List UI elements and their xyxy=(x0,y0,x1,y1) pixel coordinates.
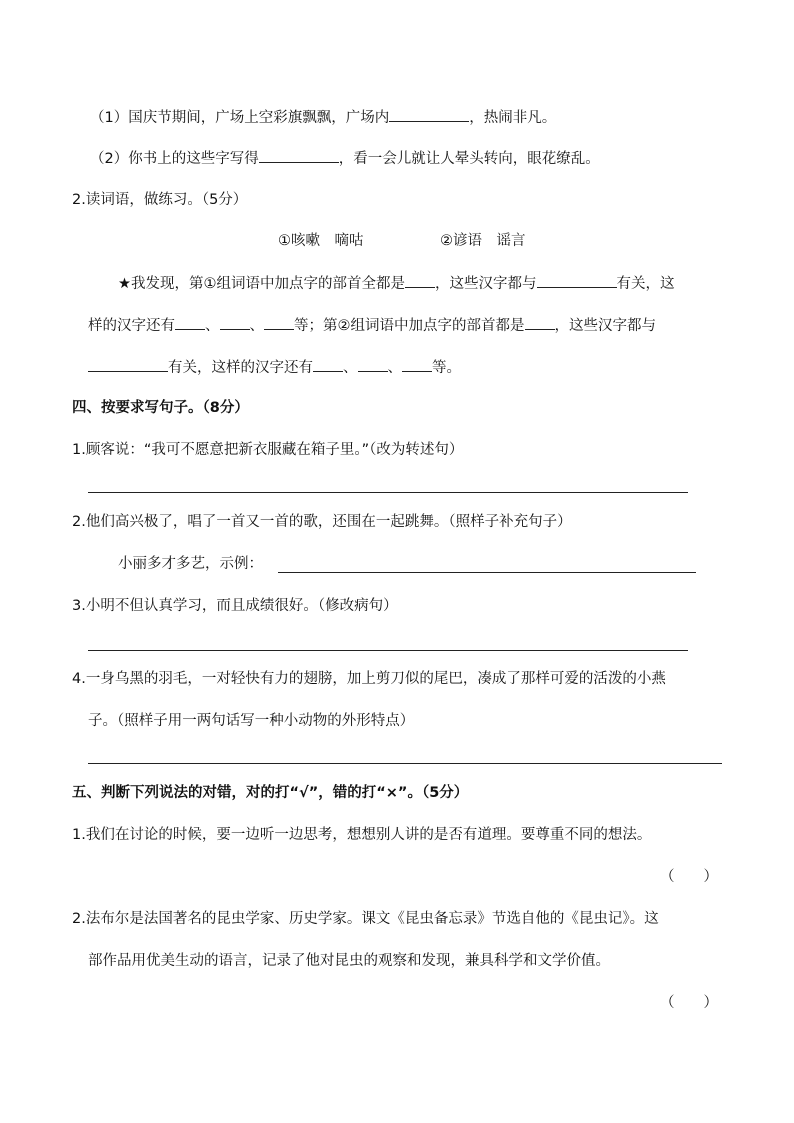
answer-blank[interactable] xyxy=(175,315,205,330)
question-4-2: 2.他们高兴极了，唱了一首又一首的歌，还围在一起跳舞。（照样子补充句子） xyxy=(72,514,572,530)
discovery-line-2: 样的汉字还有 、 、 等；第②组词语中加点字的部首都是 ，这些汉字都与 xyxy=(88,315,656,336)
discovery-line-3: 有关，这样的汉字还有 、 、 等。 xyxy=(88,357,461,378)
question-4-2-prompt: 小丽多才多艺，示例： xyxy=(118,556,263,572)
answer-blank[interactable] xyxy=(88,357,168,372)
answer-blank[interactable] xyxy=(537,273,617,288)
question-5-2-line-1: 2.法布尔是法国著名的昆虫学家、历史学家。课文《昆虫备忘录》节选自他的《昆虫记》。这 xyxy=(72,911,659,927)
question-4-4-line-2: 子。（照样子用一两句话写一种小动物的外形特点） xyxy=(88,713,415,729)
answer-line[interactable] xyxy=(88,492,688,493)
answer-blank[interactable] xyxy=(405,273,435,288)
fill-sentence-2 xyxy=(90,148,600,169)
sentence-text: ，热闹非凡。 xyxy=(469,110,557,126)
answer-line[interactable] xyxy=(88,763,722,764)
section-5-title: 五、判断下列说法的对错，对的打“√”，错的打“×”。（5分） xyxy=(72,785,469,801)
answer-blank[interactable] xyxy=(402,357,432,372)
answer-line[interactable] xyxy=(278,572,696,573)
question-4-4-line-1: 4.一身乌黑的羽毛，一对轻快有力的翅膀，加上剪刀似的尾巴，凑成了那样可爱的活泼的小燕 xyxy=(72,671,666,687)
discovery-line-1: ★我发现，第①组词语中加点字的部首全都是 ，这些汉字都与 有关，这 xyxy=(118,273,675,294)
word-group-1: ①咳嗽 嘀咕 xyxy=(278,233,364,249)
sentence-text: （1）国庆节期间，广场上空彩旗飘飘，广场内 xyxy=(90,110,390,126)
sentence-text: （2）你书上的这些字写得 xyxy=(90,151,259,167)
answer-blank[interactable] xyxy=(313,357,343,372)
answer-blank[interactable] xyxy=(358,357,388,372)
answer-line[interactable] xyxy=(88,650,688,651)
question-3-2: 2.读词语，做练习。（5分） xyxy=(72,192,248,208)
section-4-title: 四、按要求写句子。（8分） xyxy=(72,400,249,416)
question-5-2-line-2: 部作品用优美生动的语言，记录了他对昆虫的观察和发现，兼具科学和文学价值。 xyxy=(88,953,610,969)
answer-blank[interactable] xyxy=(389,107,469,122)
answer-parentheses[interactable]: （ ） xyxy=(660,869,718,885)
question-4-3: 3.小明不但认真学习，而且成绩很好。（修改病句） xyxy=(72,598,398,614)
fill-sentence-1 xyxy=(90,107,556,128)
answer-blank[interactable] xyxy=(264,315,294,330)
question-5-1: 1.我们在讨论的时候，要一边听一边思考，想想别人讲的是否有道理。要尊重不同的想法。 xyxy=(72,827,652,843)
answer-parentheses[interactable]: （ ） xyxy=(660,995,718,1011)
word-group-2: ②谚语 谣言 xyxy=(440,233,526,249)
answer-blank[interactable] xyxy=(259,148,339,163)
question-4-1: 1.顾客说：“我可不愿意把新衣服藏在箱子里。”（改为转述句） xyxy=(72,442,464,458)
answer-blank[interactable] xyxy=(220,315,250,330)
sentence-text: ，看一会儿就让人晕头转向，眼花缭乱。 xyxy=(338,151,600,167)
answer-blank[interactable] xyxy=(525,315,555,330)
